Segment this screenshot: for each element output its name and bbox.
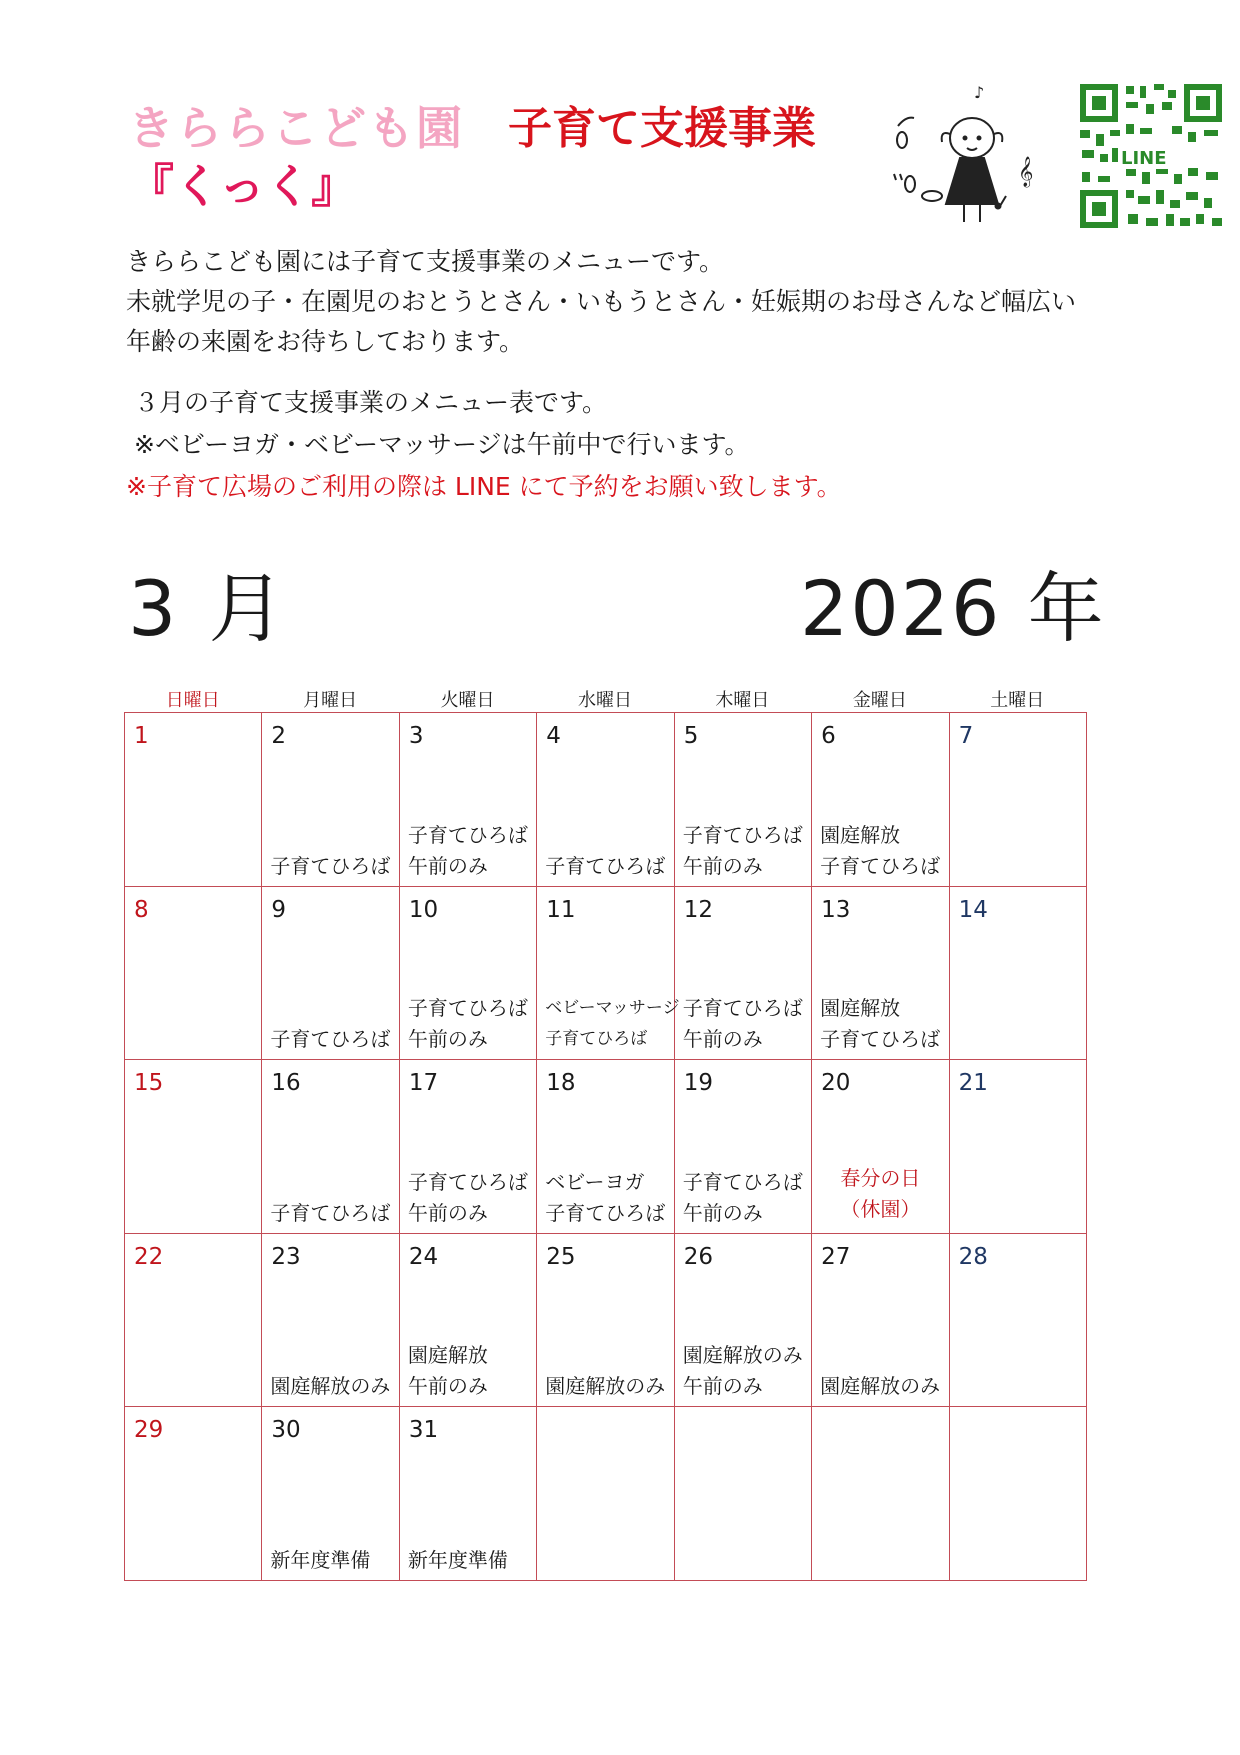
calendar-day-cell bbox=[400, 1060, 537, 1234]
event-line: 午前のみ bbox=[407, 1027, 488, 1052]
event-line: ベビーマッサージ bbox=[545, 998, 680, 1019]
event-line: 午前のみ bbox=[682, 1374, 763, 1399]
calendar-day-cell bbox=[950, 1407, 1087, 1581]
weekday-thursday: 木曜日 bbox=[715, 690, 770, 711]
day-events bbox=[683, 1340, 809, 1402]
day-events bbox=[408, 1167, 534, 1229]
calendar-day-cell bbox=[262, 1060, 399, 1234]
day-number: 28 bbox=[958, 1243, 988, 1270]
weekday-wednesday: 水曜日 bbox=[577, 690, 632, 711]
calendar-day-cell bbox=[537, 1060, 674, 1234]
calendar-day-cell bbox=[262, 887, 399, 1061]
day-number: 5 bbox=[683, 723, 699, 749]
calendar-day-cell bbox=[675, 713, 812, 887]
calendar-day-cell bbox=[537, 713, 674, 887]
weekday-friday: 金曜日 bbox=[852, 690, 907, 711]
event-line: 午前のみ bbox=[407, 1200, 488, 1225]
calendar-day-cell bbox=[125, 887, 262, 1061]
day-events bbox=[683, 993, 809, 1055]
day-number: 16 bbox=[271, 1070, 301, 1097]
day-number: 26 bbox=[683, 1243, 713, 1270]
day-events bbox=[270, 1198, 396, 1229]
day-number: 2 bbox=[271, 723, 287, 749]
day-number: 13 bbox=[821, 896, 851, 923]
calendar-day-cell bbox=[125, 713, 262, 887]
event-line: 子育てひろば bbox=[545, 853, 666, 878]
calendar-day-cell bbox=[125, 1407, 262, 1581]
calendar-day-cell bbox=[537, 887, 680, 1061]
calendar-day-cell bbox=[400, 887, 537, 1061]
day-number: 9 bbox=[271, 896, 287, 923]
day-events bbox=[820, 1371, 946, 1402]
calendar-day-cell bbox=[262, 713, 399, 887]
weekday-saturday: 土曜日 bbox=[990, 690, 1045, 711]
day-number: 15 bbox=[134, 1070, 164, 1097]
intro-line: きららこども園には子育て支援事業のメニューです。 bbox=[126, 247, 725, 276]
day-events bbox=[683, 1167, 809, 1229]
event-line: 子育てひろば bbox=[545, 1029, 648, 1050]
day-number: 6 bbox=[821, 723, 836, 749]
day-number: 24 bbox=[408, 1243, 439, 1270]
day-events bbox=[270, 1545, 396, 1576]
weekday-sunday: 日曜日 bbox=[165, 690, 220, 711]
day-number: 29 bbox=[134, 1417, 164, 1444]
calendar-day-cell bbox=[400, 1234, 537, 1408]
event-line: 子育てひろば bbox=[407, 996, 528, 1021]
event-line: 園庭解放 bbox=[820, 996, 901, 1021]
day-events bbox=[270, 851, 396, 882]
calendar-day-cell bbox=[812, 1234, 949, 1408]
calendar-day-cell bbox=[537, 1234, 674, 1408]
calendar-day-cell bbox=[950, 1060, 1087, 1234]
menu-notes bbox=[126, 382, 842, 508]
day-number: 11 bbox=[546, 896, 576, 923]
event-line: 新年度準備 bbox=[407, 1548, 508, 1572]
day-number: 25 bbox=[546, 1243, 576, 1270]
event-line: 春分の日 bbox=[840, 1165, 921, 1190]
day-events bbox=[545, 851, 671, 882]
day-events bbox=[683, 820, 809, 882]
day-number: 17 bbox=[408, 1070, 439, 1097]
day-events bbox=[270, 1024, 396, 1055]
event-line: 子育てひろば bbox=[407, 1169, 528, 1194]
calendar-day-cell bbox=[812, 1407, 949, 1581]
event-line: 子育てひろば bbox=[545, 1200, 666, 1225]
notes-line: ３月の子育て支援事業のメニュー表です。 bbox=[134, 388, 608, 417]
calendar-day-cell bbox=[812, 887, 949, 1061]
event-line: （休園） bbox=[840, 1196, 921, 1221]
day-number: 27 bbox=[821, 1243, 851, 1270]
day-number: 23 bbox=[271, 1243, 301, 1270]
calendar-grid bbox=[124, 712, 1087, 1581]
day-number: 22 bbox=[134, 1243, 164, 1270]
weekday-tuesday: 火曜日 bbox=[440, 690, 495, 711]
day-number: 18 bbox=[546, 1070, 576, 1097]
qr-line-label: LINE bbox=[1118, 148, 1170, 169]
day-number: 12 bbox=[683, 896, 713, 923]
svg-text:♪: ♪ bbox=[974, 83, 985, 102]
event-line: 園庭解放のみ bbox=[545, 1374, 666, 1399]
event-line: 子育てひろば bbox=[270, 853, 391, 878]
intro-text bbox=[126, 242, 1076, 362]
calendar-day-cell bbox=[400, 1407, 537, 1581]
notes-line-reservation: ※子育て広場のご利用の際は LINE にて予約をお願い致します。 bbox=[126, 472, 842, 501]
event-line: 子育てひろば bbox=[820, 853, 941, 878]
event-line: 子育てひろば bbox=[407, 822, 528, 847]
event-line: 午前のみ bbox=[682, 1027, 763, 1052]
org-name: きららこども園 bbox=[128, 101, 464, 155]
day-events bbox=[408, 993, 534, 1055]
intro-line: 未就学児の子・在園児のおとうとさん・いもうとさん・妊娠期のお母さんなど幅広い bbox=[126, 287, 1077, 316]
day-events bbox=[820, 820, 946, 882]
day-number: 14 bbox=[958, 896, 988, 923]
day-number: 30 bbox=[271, 1417, 301, 1444]
calendar-day-cell bbox=[675, 1060, 812, 1234]
day-events bbox=[408, 1545, 534, 1576]
event-line: 園庭解放のみ bbox=[820, 1374, 941, 1399]
event-line: 新年度準備 bbox=[270, 1548, 371, 1572]
event-line: 園庭解放のみ bbox=[682, 1343, 803, 1368]
program-title: 子育て支援事業 bbox=[508, 103, 816, 154]
event-line: 午前のみ bbox=[407, 1374, 488, 1399]
calendar-day-cell bbox=[812, 713, 949, 887]
day-events bbox=[408, 1340, 534, 1402]
day-events bbox=[545, 1167, 671, 1229]
day-number: 3 bbox=[408, 723, 424, 749]
day-number: 10 bbox=[408, 896, 439, 923]
day-number: 7 bbox=[958, 723, 974, 749]
day-events bbox=[820, 993, 946, 1055]
day-number: 19 bbox=[683, 1070, 713, 1097]
event-line: 子育てひろば bbox=[270, 1200, 391, 1225]
event-line: 午前のみ bbox=[407, 853, 488, 878]
calendar-day-cell bbox=[675, 1407, 812, 1581]
calendar-day-cell bbox=[950, 887, 1087, 1061]
svg-text:𝄞: 𝄞 bbox=[1018, 157, 1034, 187]
day-events bbox=[545, 993, 680, 1055]
calendar-day-cell bbox=[125, 1234, 262, 1408]
calendar-day-cell bbox=[400, 713, 537, 887]
event-line: 午前のみ bbox=[682, 853, 763, 878]
event-line: 園庭解放 bbox=[407, 1343, 488, 1368]
event-line: 子育てひろば bbox=[820, 1027, 941, 1052]
day-events bbox=[408, 820, 534, 882]
calendar-day-cell bbox=[262, 1234, 399, 1408]
calendar-day-cell bbox=[950, 713, 1087, 887]
event-line: 園庭解放のみ bbox=[270, 1374, 391, 1399]
calendar-day-cell bbox=[812, 1060, 949, 1234]
day-number: 31 bbox=[408, 1417, 439, 1444]
day-number: 8 bbox=[134, 896, 149, 923]
month-label: 3 月 bbox=[128, 564, 289, 653]
calendar-day-cell bbox=[262, 1407, 399, 1581]
calendar-day-cell bbox=[537, 1407, 674, 1581]
event-line: ベビーヨガ bbox=[545, 1169, 645, 1194]
day-events bbox=[545, 1371, 671, 1402]
calendar-day-cell bbox=[125, 1060, 262, 1234]
event-line: 子育てひろば bbox=[682, 1169, 803, 1194]
program-name: 『くっく』 bbox=[128, 159, 358, 213]
calendar-day-cell bbox=[950, 1234, 1087, 1408]
day-number: 1 bbox=[134, 723, 149, 749]
child-music-illustration bbox=[880, 78, 1050, 238]
day-events bbox=[270, 1371, 396, 1402]
day-number: 4 bbox=[546, 723, 561, 749]
holiday-label bbox=[812, 1163, 948, 1225]
event-line: 子育てひろば bbox=[270, 1027, 391, 1052]
event-line: 午前のみ bbox=[682, 1200, 763, 1225]
event-line: 子育てひろば bbox=[682, 822, 803, 847]
year-label: 2026 年 bbox=[800, 564, 1106, 653]
event-line: 園庭解放 bbox=[820, 822, 901, 847]
weekday-monday: 月曜日 bbox=[303, 690, 358, 711]
notes-line: ※ベビーヨガ・ベビーマッサージは午前中で行います。 bbox=[134, 430, 750, 459]
calendar-day-cell bbox=[675, 1234, 812, 1408]
calendar-day-cell bbox=[675, 887, 812, 1061]
day-number: 20 bbox=[821, 1070, 851, 1097]
event-line: 子育てひろば bbox=[682, 996, 803, 1021]
day-number: 21 bbox=[958, 1070, 988, 1097]
intro-line: 年齢の来園をお待ちしております。 bbox=[126, 327, 525, 356]
